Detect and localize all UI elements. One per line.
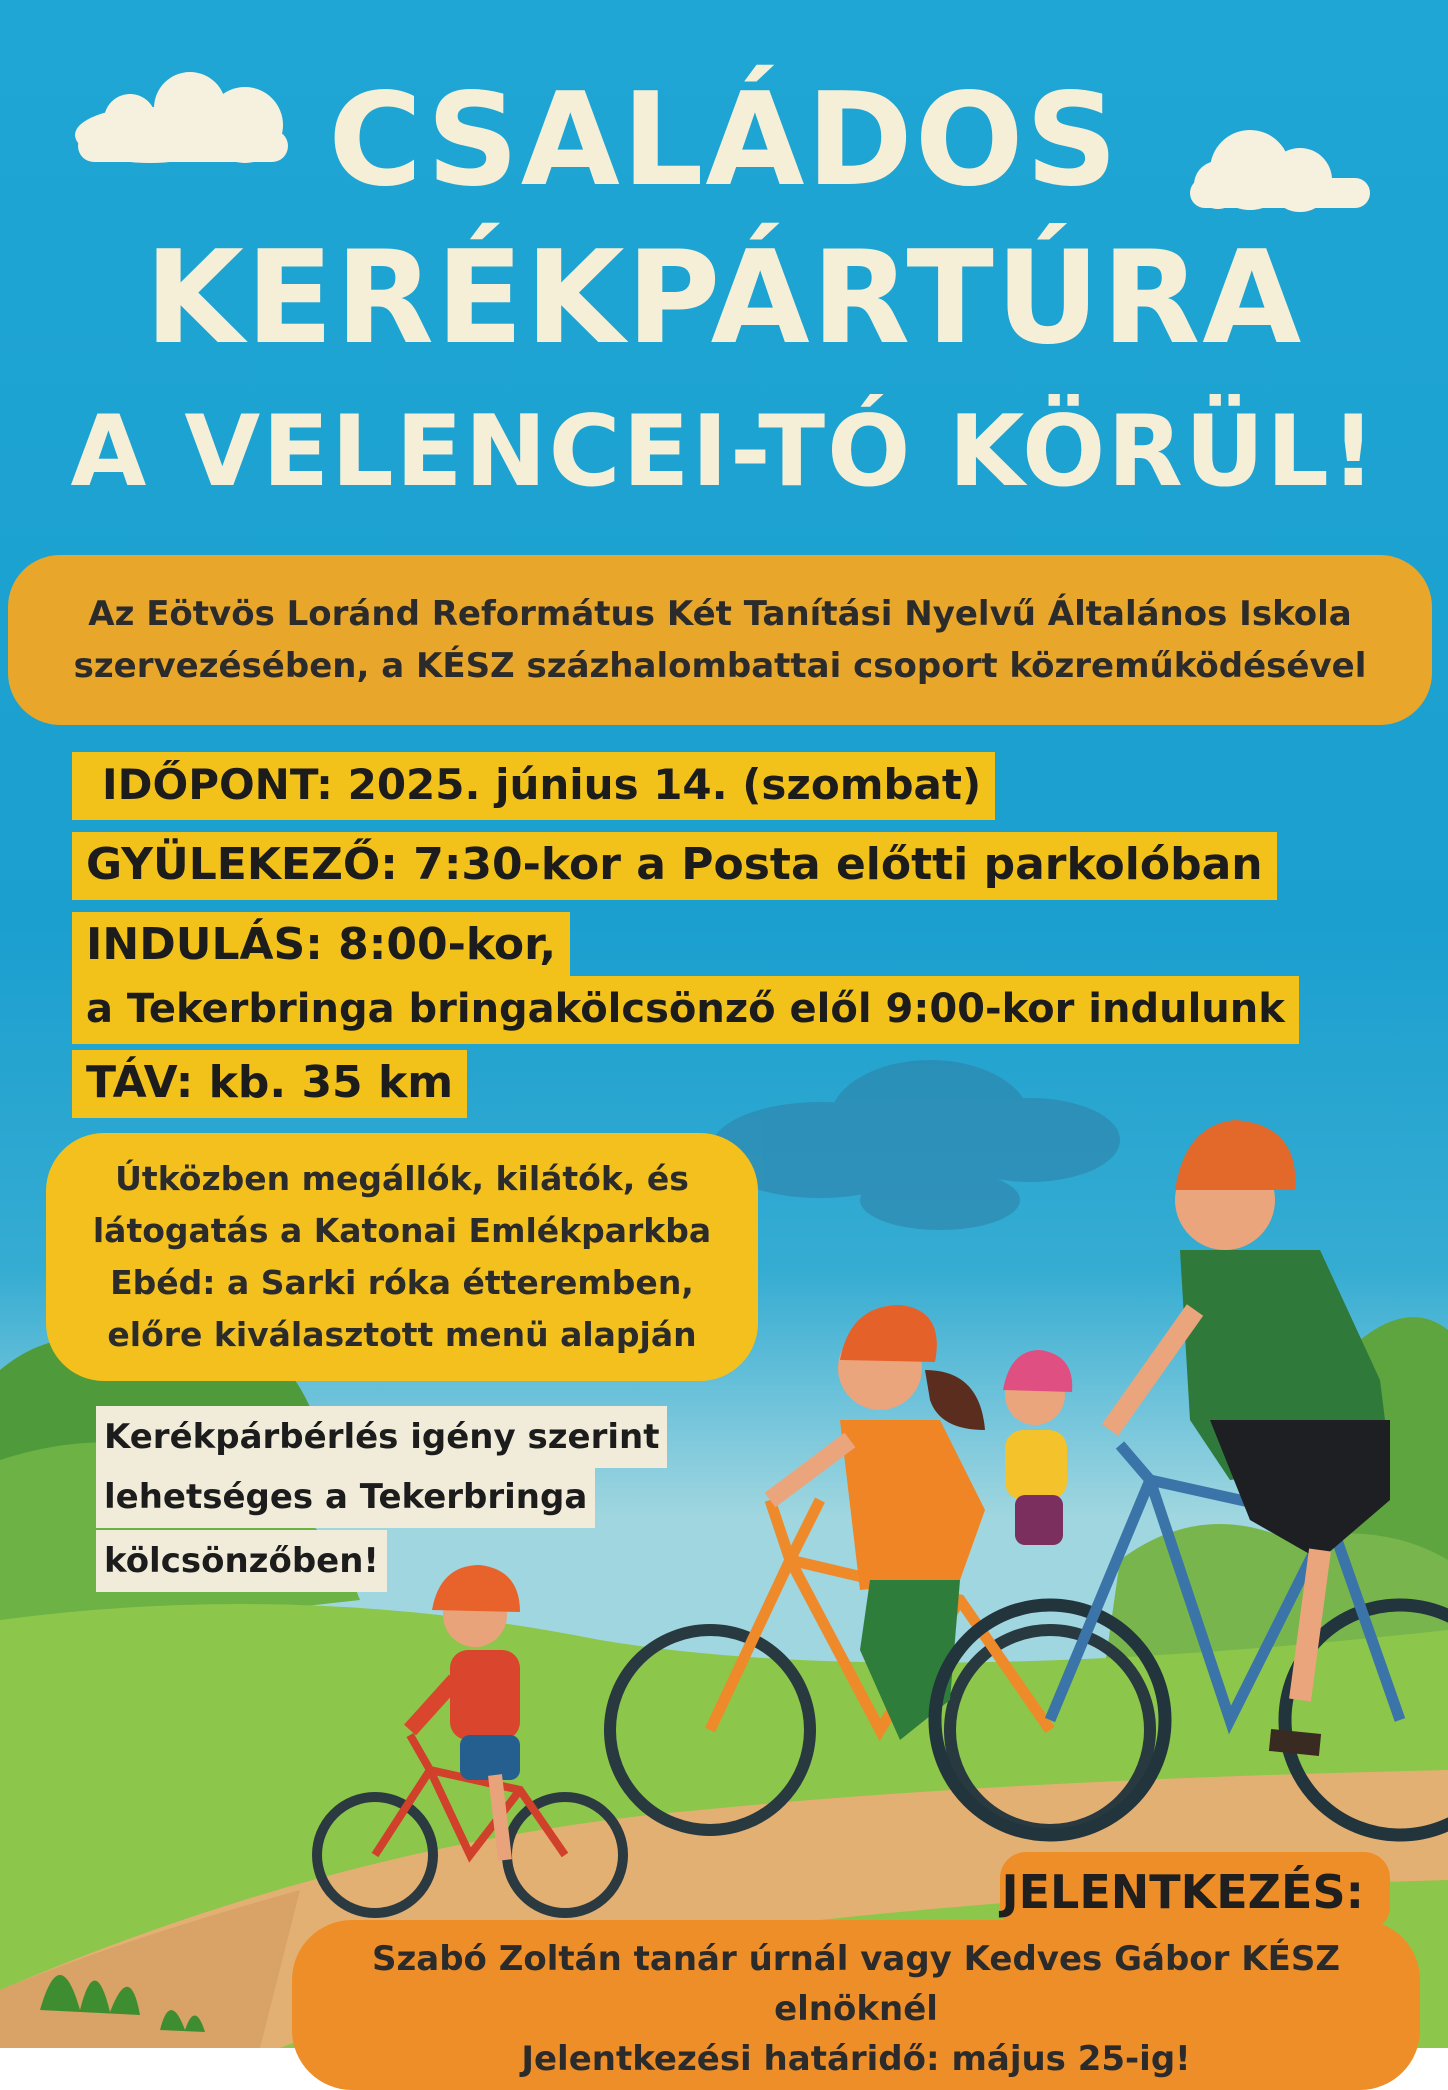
rental-line-1: Kerékpárbérlés igény szerint xyxy=(96,1406,667,1468)
organizer-line-1: Az Eötvös Loránd Református Két Tanítási Nyelvű Általános Iskola xyxy=(88,594,1352,634)
registration-line-2: Jelentkezési határidő: május 25-ig! xyxy=(521,2039,1191,2079)
stops-line-3: Ebéd: a Sarki róka étteremben, xyxy=(110,1263,694,1302)
stops-line-4: előre kiválasztott menü alapján xyxy=(107,1315,697,1354)
departure-detail-label: a Tekerbringa bringakölcsönző elől 9:00-kor indulunk xyxy=(72,976,1299,1044)
distance-label: TÁV: kb. 35 km xyxy=(72,1050,467,1118)
stops-line-2: látogatás a Katonai Emlékparkba xyxy=(92,1211,712,1250)
rental-line-3: kölcsönzőben! xyxy=(96,1530,387,1592)
date-label: IDŐPONT: 2025. június 14. (szombat) xyxy=(72,752,995,820)
stops-line-1: Útközben megállók, kilátók, és xyxy=(115,1159,689,1198)
stops-box xyxy=(46,1133,758,1381)
title-line-3: A VELENCEI-TÓ KÖRÜL! xyxy=(70,395,1378,509)
organizer-banner xyxy=(8,555,1432,725)
title-line-2: KERÉKPÁRTÚRA xyxy=(144,224,1304,373)
rental-line-2: lehetséges a Tekerbringa xyxy=(96,1466,595,1528)
organizer-line-2: szervezésében, a KÉSZ százhalombattai csoport közreműködésével xyxy=(73,646,1367,686)
registration-box xyxy=(292,1920,1420,2090)
meeting-label: GYÜLEKEZŐ: 7:30-kor a Posta előtti parkolóban xyxy=(72,832,1277,900)
title-line-1: CSALÁDOS xyxy=(328,66,1120,215)
registration-title: JELENTKEZÉS: xyxy=(1000,1852,1390,1932)
departure-label: INDULÁS: 8:00-kor, xyxy=(72,912,570,980)
registration-line-1: Szabó Zoltán tanár úrnál vagy Kedves Gábor KÉSZ elnöknél xyxy=(372,1939,1340,2029)
